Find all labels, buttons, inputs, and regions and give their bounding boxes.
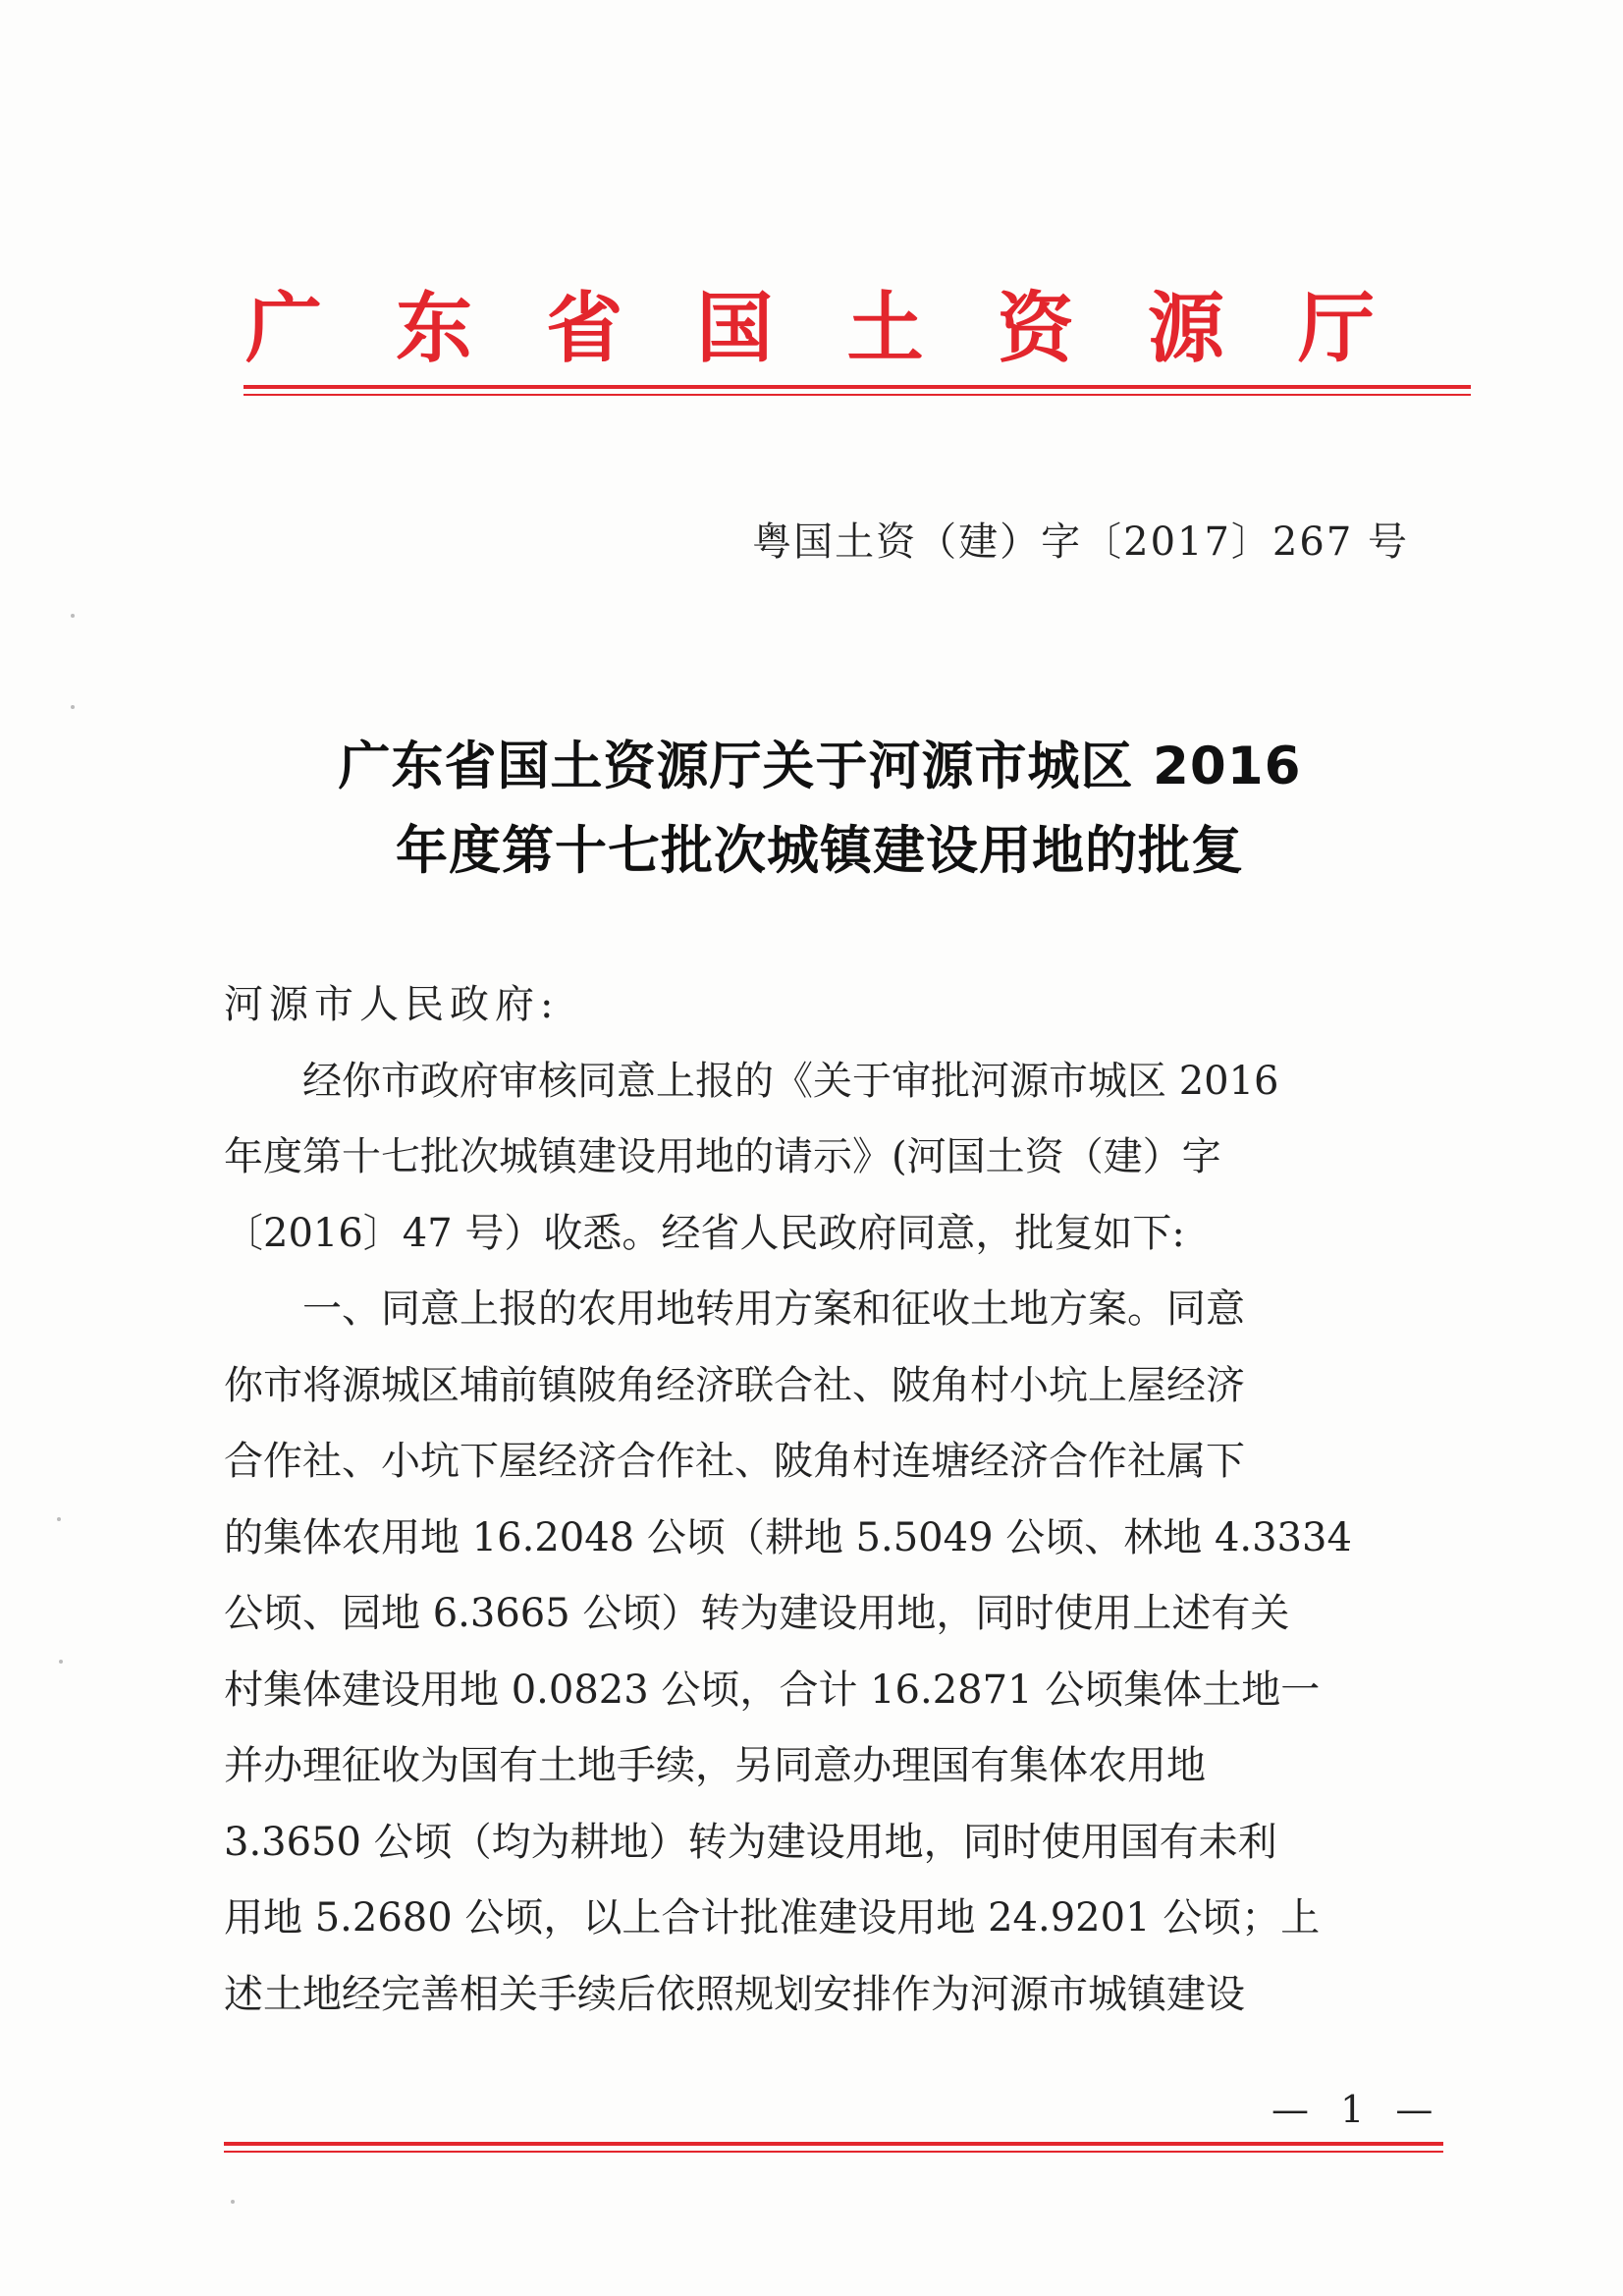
salutation-text: 河源市人民政府: bbox=[224, 982, 560, 1027]
letterhead-char: 源 bbox=[1147, 285, 1224, 373]
body-line bbox=[224, 1196, 1432, 1273]
scan-speck bbox=[231, 2200, 235, 2204]
body-line bbox=[224, 1424, 1432, 1501]
body-line-text: 一、同意上报的农用地转用方案和征收土地方案。同意 bbox=[224, 1286, 1245, 1332]
document-number: 粤国土资（建）字〔2017〕267 号 bbox=[752, 519, 1409, 565]
footer-rule-thin bbox=[224, 2151, 1443, 2153]
body-line-text: 村集体建设用地 0.0823 公顷，合计 16.2871 公顷集体土地一 bbox=[224, 1667, 1321, 1713]
letterhead-char: 省 bbox=[546, 285, 623, 373]
body-line bbox=[224, 1576, 1432, 1653]
body-line bbox=[224, 1653, 1432, 1729]
body-line bbox=[224, 1881, 1432, 1957]
letterhead-char: 国 bbox=[696, 285, 774, 373]
body-line-text: 你市将源城区埔前镇陂角经济联合社、陂角村小坑上屋经济 bbox=[224, 1362, 1245, 1408]
body-line-text: 并办理征收为国有土地手续，另同意办理国有集体农用地 bbox=[224, 1743, 1206, 1788]
body-line bbox=[224, 1957, 1432, 2034]
body-line-text: 的集体农用地 16.2048 公顷（耕地 5.5049 公顷、林地 4.3334 bbox=[224, 1514, 1352, 1560]
scan-speck bbox=[57, 1517, 61, 1521]
body-line-text: 合作社、小坑下屋经济合作社、陂角村连塘经济合作社属下 bbox=[224, 1439, 1245, 1484]
letterhead-char: 厅 bbox=[1297, 285, 1375, 373]
body-line bbox=[224, 1728, 1432, 1805]
body-line bbox=[224, 1501, 1432, 1577]
letterhead-rule-thin bbox=[243, 394, 1471, 396]
letterhead bbox=[245, 280, 1375, 378]
footer-rule-thick bbox=[224, 2142, 1443, 2146]
scan-speck bbox=[71, 705, 75, 709]
letterhead-char: 广 bbox=[245, 285, 323, 373]
body-line-text: 公顷、园地 6.3665 公顷）转为建设用地，同时使用上述有关 bbox=[224, 1591, 1290, 1636]
body-line bbox=[224, 1348, 1432, 1425]
body-line-text: 经你市政府审核同意上报的《关于审批河源市城区 2016 bbox=[224, 1058, 1279, 1104]
letterhead-char: 资 bbox=[997, 285, 1074, 373]
title-line-1: 广东省国土资源厅关于河源市城区 2016 bbox=[338, 737, 1302, 796]
body-line-text: 3.3650 公顷（均为耕地）转为建设用地，同时使用国有未利 bbox=[224, 1819, 1277, 1865]
body-line-text: 年度第十七批次城镇建设用地的请示》(河国土资（建）字 bbox=[224, 1134, 1221, 1179]
body-line-text: 〔2016〕47 号）收悉。经省人民政府同意，批复如下: bbox=[224, 1210, 1185, 1256]
scan-speck bbox=[59, 1660, 63, 1664]
title-line-2: 年度第十七批次城镇建设用地的批复 bbox=[396, 821, 1244, 881]
letterhead-char: 土 bbox=[846, 285, 924, 373]
body-line bbox=[224, 1120, 1432, 1196]
letterhead-rule-thick bbox=[243, 385, 1471, 389]
body-line bbox=[224, 1805, 1432, 1882]
letterhead-char: 东 bbox=[396, 285, 473, 373]
page-number: — 1 — bbox=[1271, 2088, 1443, 2131]
document-title bbox=[265, 725, 1375, 894]
body-line bbox=[224, 1044, 1432, 1121]
body-line-text: 述土地经完善相关手续后依照规划安排作为河源市城镇建设 bbox=[224, 1971, 1245, 2017]
salutation bbox=[224, 967, 1432, 1044]
scan-speck bbox=[71, 614, 75, 618]
document-body bbox=[224, 967, 1432, 2033]
body-line-text: 用地 5.2680 公顷，以上合计批准建设用地 24.9201 公顷；上 bbox=[224, 1895, 1321, 1941]
body-line bbox=[224, 1272, 1432, 1348]
